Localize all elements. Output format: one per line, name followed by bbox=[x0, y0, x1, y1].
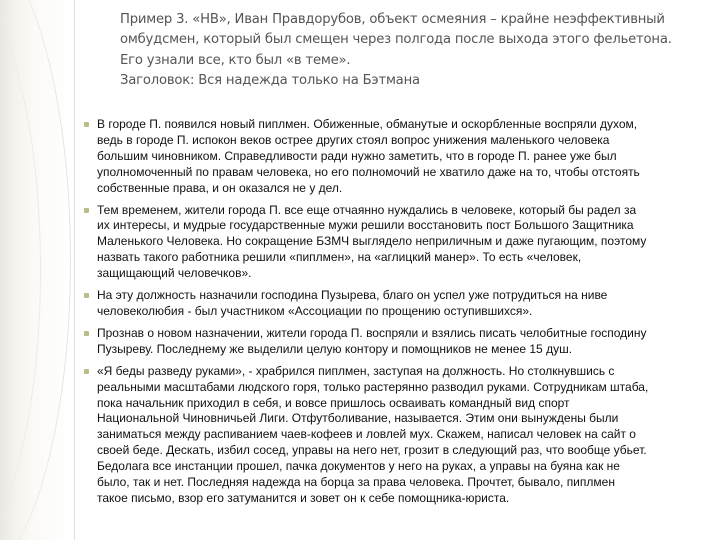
title-line: омбудсмен, который был смещен через полгода после выхода этого фельетона. bbox=[120, 32, 672, 48]
paragraph-line: «Я беды разведу руками», - храбрился пиплмен, заступая на должность. Но столкнувшись с bbox=[97, 363, 615, 378]
paragraph-line: человеколюбия - был участником «Ассоциации по прощению оступившихся». bbox=[97, 303, 533, 318]
decorative-arc bbox=[0, 0, 71, 540]
paragraph-line: своей беде. Дескать, избил сосед, управы на него нет, грозит в следующий раз, что вообще убьет. bbox=[97, 443, 647, 458]
body-paragraph bbox=[97, 203, 697, 283]
paragraph-line: было, так и нет. Последняя надежда на борца за права человека. Прочтет, бывало, пиплмен bbox=[97, 475, 615, 490]
body-paragraph bbox=[97, 326, 697, 358]
paragraph-line: такое письмо, взор его затуманится и зовет он к себе помощника-юриста. bbox=[97, 490, 510, 505]
decorative-line bbox=[74, 0, 75, 540]
bullet-icon bbox=[84, 369, 89, 374]
title-line: Пример 3. «НВ», Иван Правдорубов, объект осмеяния – крайне неэффективный bbox=[120, 12, 665, 27]
bullet-icon bbox=[84, 293, 89, 298]
bullet-icon bbox=[84, 331, 89, 336]
paragraph-line: уполномоченный по правам человека, но его полномочий не хватило даже на то, чтобы отстоять bbox=[97, 164, 640, 179]
slide-body bbox=[97, 117, 697, 513]
paragraph-line: ведь в городе П. испокон веков острее других стоял вопрос унижения маленького человека bbox=[97, 132, 610, 147]
paragraph-line: их интересы, и мудрые государственные мужи решили восстановить пост Большого Защитника bbox=[97, 218, 634, 233]
body-paragraph bbox=[97, 364, 697, 507]
paragraph-line: Тем временем, жители города П. все еще отчаянно нуждались в человеке, который бы радел за bbox=[97, 202, 637, 217]
paragraph-line: Маленького Человека. Но сокращение БЗМЧ выглядело неприличным и даже пугающим, поэтому bbox=[97, 234, 647, 249]
paragraph-line: собственные права, и он оказался не у дел. bbox=[97, 180, 343, 195]
paragraph-line: Пузыреву. Последнему же выделили целую контору и помощников не менее 15 душ. bbox=[97, 341, 573, 356]
paragraph-line: большим чиновником. Справедливости ради нужно заметить, что в городе П. ранее уже был bbox=[97, 148, 617, 163]
bullet-icon bbox=[84, 208, 89, 213]
paragraph-line: пока начальник приходил в себя, и вовсе пришлось осваивать командный вид спорт bbox=[97, 395, 570, 410]
paragraph-line: назвать такого работника решили «пиплмен», на «аглицкий манер». То есть «человек, bbox=[97, 250, 582, 265]
paragraph-line: Национальной Чиновничьей Лиги. Отфутболивание, называется. Этим они вынуждены были bbox=[97, 411, 619, 426]
paragraph-line: защищающий человечков». bbox=[97, 266, 252, 281]
title-line: Заголовок: Вся надежда только на Бэтмана bbox=[120, 73, 420, 89]
title-line: Его узнали все, кто был «в теме». bbox=[120, 52, 351, 68]
paragraph-line: На эту должность назначили господина Пузырева, благо он успел уже потрудиться на ниве bbox=[97, 288, 608, 303]
paragraph-line: реальными масштабами людского горя, только растерянно разводил руками. Сотрудникам штаба, bbox=[97, 379, 649, 394]
paragraph-line: Прознав о новом назначении, жители города П. воспряли и взялись писать челобитные господину bbox=[97, 325, 647, 340]
body-paragraph bbox=[97, 117, 697, 197]
slide-title bbox=[120, 10, 700, 92]
body-paragraph bbox=[97, 288, 697, 320]
paragraph-line: заниматься между распиванием чаев-кофеев и ловлей мух. Скажем, написал человек на сайт о bbox=[97, 427, 636, 442]
bullet-icon bbox=[84, 122, 89, 127]
paragraph-line: Бедолага все инстанции прошел, пачка документов у него на руках, а управы на буяна как не bbox=[97, 459, 620, 474]
paragraph-line: В городе П. появился новый пиплмен. Обиженные, обманутые и оскорбленные воспряли духом, bbox=[97, 117, 638, 131]
